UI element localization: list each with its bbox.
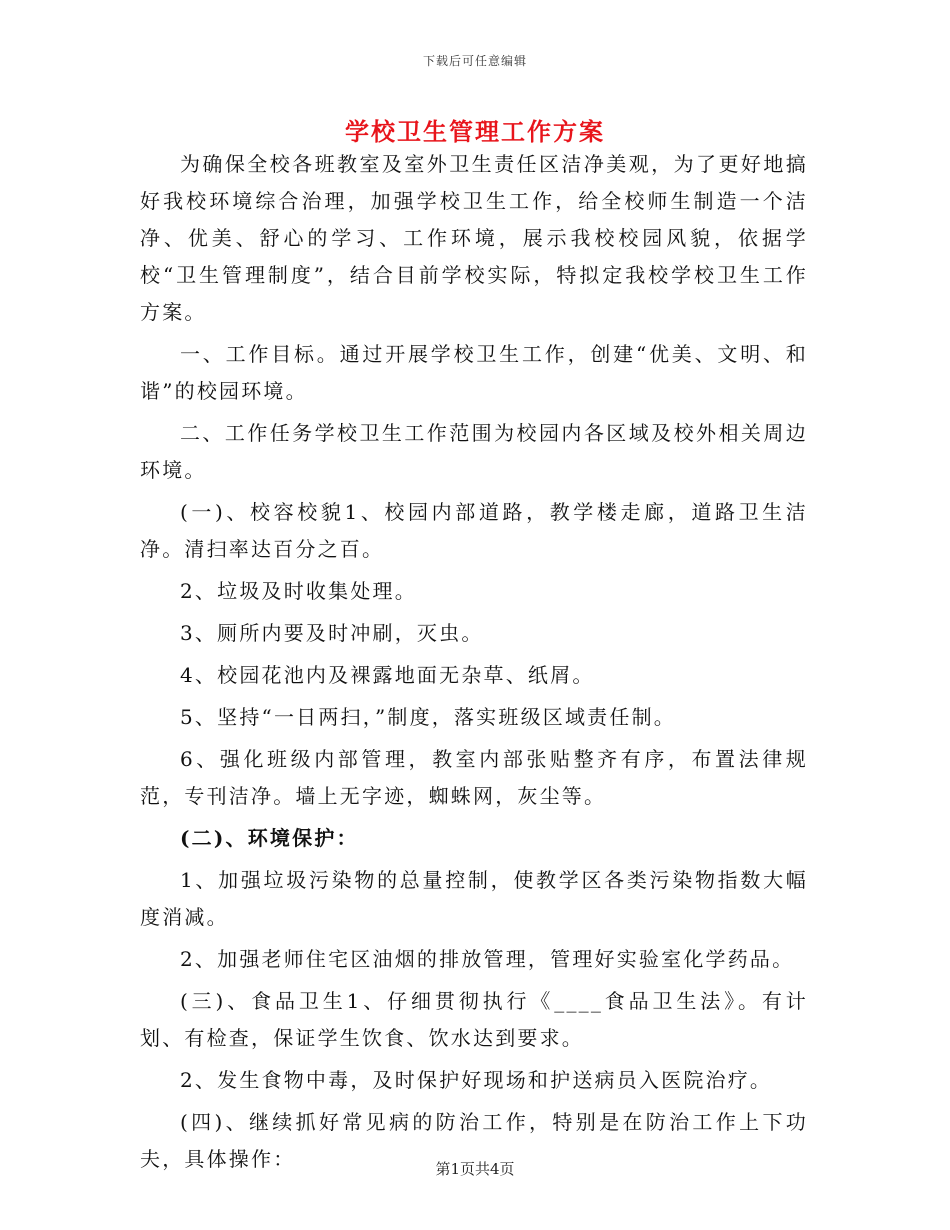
paragraph-goal: 一、工作目标。通过开展学校卫生工作，创建“优美、文明、和谐”的校园环境。 [140,342,808,403]
paragraph-item: 5、坚持“一日两扫，”制度，落实班级区域责任制。 [180,705,676,729]
paragraph-item: 2、加强老师住宅区油烟的排放管理，管理好实验室化学药品。 [180,947,795,971]
paragraph-tasks: 二、工作任务学校卫生工作范围为校园内各区域及校外相关周边环境。 [140,421,808,482]
paragraph-intro: 为确保全校各班教室及室外卫生责任区洁净美观，为了更好地搞好我校环境综合治理，加强学校卫生工作，给全校师生制造一个洁净、优美、舒心的学习、工作环境，展示我校校园风貌，依据学校“卫生管理制度”，结合目前学校实际，特拟定我校学校卫生工作方案。 [140,152,808,324]
section-heading-environment: (二)、环境保护： [180,826,359,850]
paragraph-disease-prevention: (四)、继续抓好常见病的防治工作，特别是在防治工作上下功夫，具体操作： [140,1110,808,1171]
document-body [140,146,808,1178]
document-title: 学校卫生管理工作方案 [345,117,605,146]
paragraph-item: 1、加强垃圾污染物的总量控制，使教学区各类污染物指数大幅度消减。 [140,868,808,929]
paragraph-item: 3、厕所内要及时冲刷，灭虫。 [180,621,484,645]
paragraph-item: 2、发生食物中毒，及时保护好现场和护送病员入医院治疗。 [180,1068,773,1092]
paragraph-item: 4、校园花池内及裸露地面无杂草、纸屑。 [180,663,595,687]
paragraph-food-hygiene: (三)、食品卫生1、仔细贯彻执行《____食品卫生法》。有计划、有检查，保证学生饮食、饮水达到要求。 [140,989,808,1050]
header-note: 下载后可任意编辑 [422,54,527,68]
paragraph-campus-appearance: (一)、校容校貌1、校园内部道路，教学楼走廊，道路卫生洁净。清扫率达百分之百。 [140,500,808,561]
paragraph-item: 6、强化班级内部管理，教室内部张贴整齐有序，布置法律规范，专刊洁净。墙上无字迹，蜘蛛网，灰尘等。 [140,747,808,808]
page-footer: 第1页共4页 [435,1160,515,1178]
paragraph-item: 2、垃圾及时收集处理。 [180,579,417,603]
